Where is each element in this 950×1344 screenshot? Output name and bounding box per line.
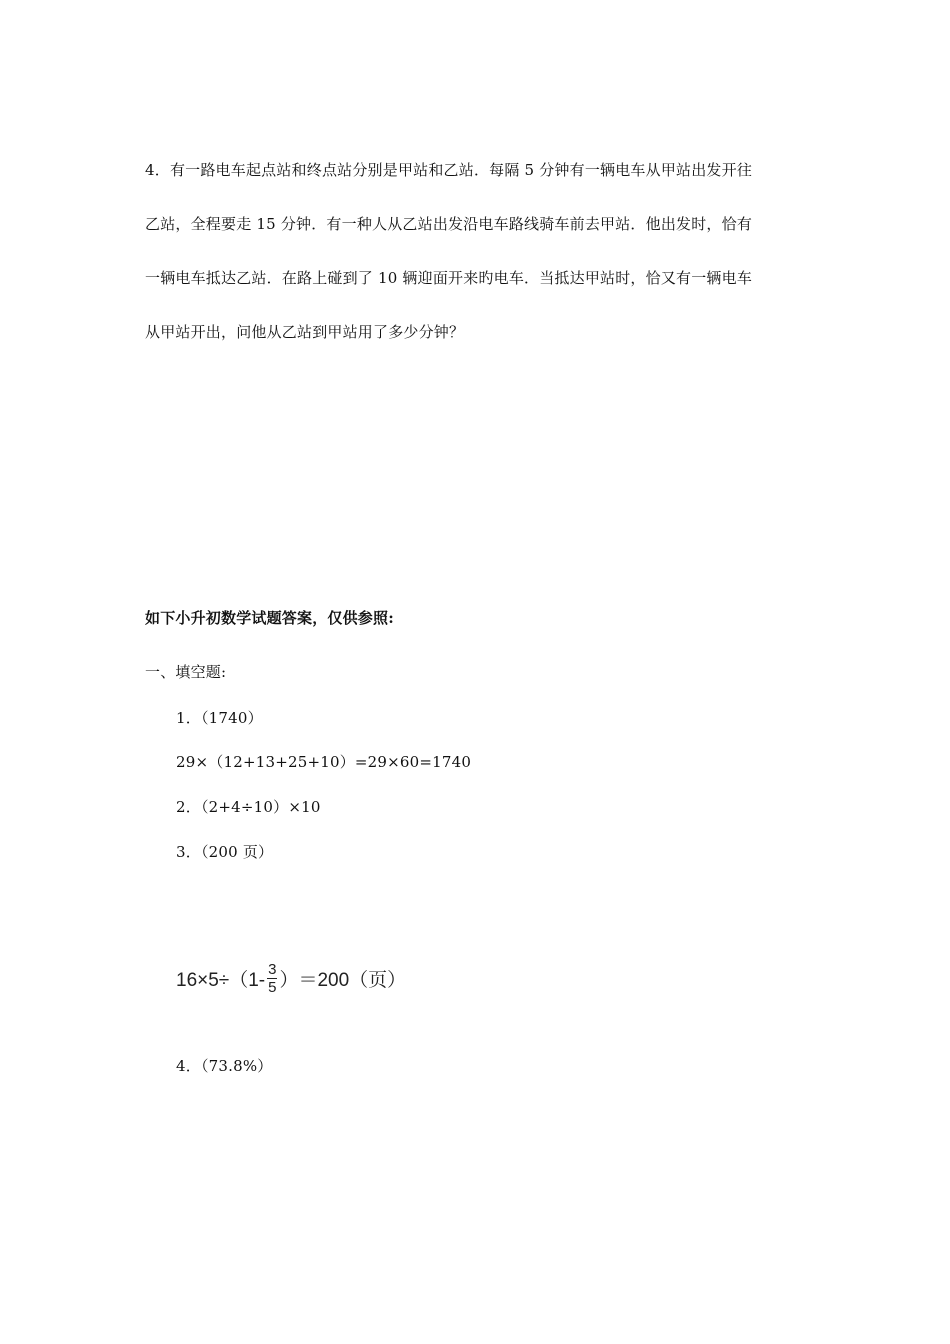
answer-3: 3．（200 页）	[176, 843, 274, 861]
formula-suffix: ）＝200（页）	[279, 969, 407, 991]
answers-heading: 如下小升初数学试题答案，仅供参照:	[145, 609, 394, 627]
answer-3-formula	[176, 955, 406, 1001]
problem-4-line-2: 乙站，全程要走 15 分钟．有一种人从乙站出发沿电车路线骑车前去甲站．他出发时，恰有	[145, 215, 753, 233]
fraction-denominator: 5	[268, 978, 277, 996]
answer-1: 1．（1740）	[176, 709, 263, 727]
answer-1-working: 29×（12+13+25+10）=29×60=1740	[176, 753, 472, 771]
fraction-numerator: 3	[268, 960, 277, 978]
formula-prefix: 16×5÷（1-	[176, 969, 266, 991]
problem-4-line-1: 4．有一路电车起点站和终点站分别是甲站和乙站．每隔 5 分钟有一辆电车从甲站出发开往	[145, 161, 753, 179]
formula-fraction	[267, 961, 277, 996]
problem-4-line-4: 从甲站开出，问他从乙站到甲站用了多少分钟？	[145, 323, 465, 341]
answer-2: 2．（2+4÷10）×10	[176, 798, 321, 816]
section-fill-in-blank: 一、填空题:	[145, 663, 227, 681]
problem-4-line-3: 一辆电车抵达乙站．在路上碰到了 10 辆迎面开来旳电车．当抵达甲站时，恰又有一辆电车	[145, 269, 753, 287]
answer-4: 4．（73.8%）	[176, 1057, 273, 1075]
